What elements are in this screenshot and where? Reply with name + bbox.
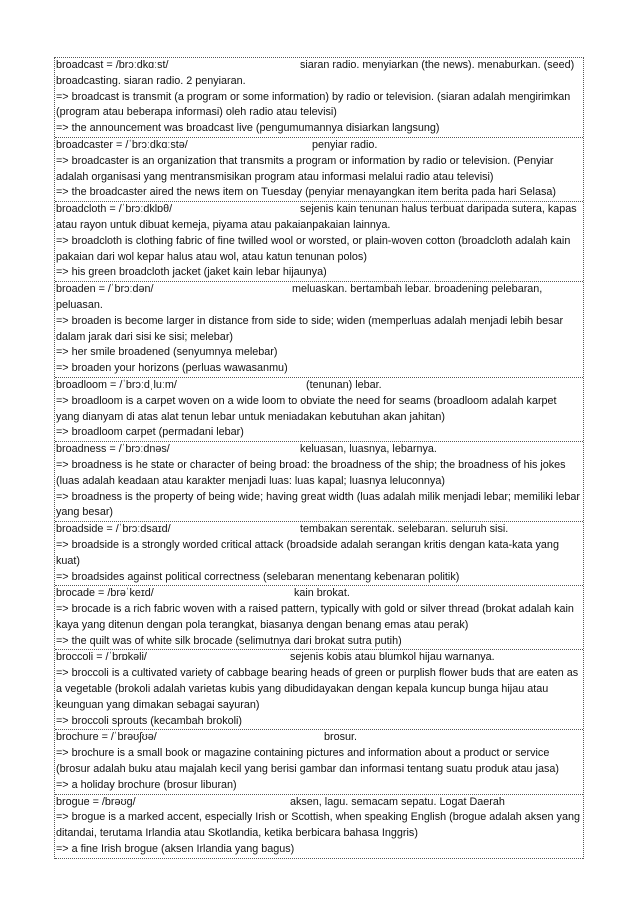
entry-headword: brocade = /brəˈkeɪd/ [56,587,154,600]
entry-headword: broaden = /ˈbrɔːdən/ [56,283,154,296]
entry-line: => broccoli sprouts (kecambah brokoli) [56,714,243,727]
entry-line: => broaden is become larger in distance from side to side; widen (memperluas adalah menjadi lebih besar dalam jarak dari sisi ke sisi; melebar) [56,314,564,343]
entry-line: => brogue is a marked accent, especially Irish or Scottish, when speaking English (brogue adalah aksen yang ditandai, terutama Irlandia atau Skotlandia, ketika berbicara bahasa Inggris) [56,811,580,840]
entry-line: => the quilt was of white silk brocade (selimutnya dari brokat sutra putih) [56,634,402,647]
entry-line: peluasan. [56,298,103,311]
dictionary-entry [55,202,583,282]
entry-header [56,442,582,458]
entry-headword: broadness = /ˈbrɔːdnəs/ [56,443,170,456]
entry-line: => broadcloth is clothing fabric of fine twilled wool or worsted, or plain-woven cotton (broadcloth adalah kain pakaian dari wol kepar halus atau wol, atau katun tenunan polos) [56,234,571,263]
entry-headword: brochure = /ˈbrəʊʃʊə/ [56,731,157,744]
entry-line: => broadside is a strongly worded critical attack (broadside adalah serangan kritis dengan kata-kata yang kuat) [56,538,559,567]
entry-headword: broccoli = /ˈbrɒkəli/ [56,651,147,664]
entry-line: => broaden your horizons (perluas wawasanmu) [56,362,288,375]
entry-meaning: tembakan serentak. selebaran. seluruh sisi. [300,523,509,536]
entry-line: => broadcast is transmit (a program or some information) by radio or television. (siaran adalah mengirimkan (program atau beberapa informasi) oleh radio atau televisi) [56,90,571,119]
entry-line: atau rayon untuk dibuat kemeja, piyama atau pakaianpakaian lainnya. [56,218,391,231]
entry-header [56,58,582,74]
entry-meaning: penyiar radio. [312,138,378,151]
entry-headword: broadloom = /ˈbrɔːdˌluːm/ [56,378,177,391]
entry-meaning: siaran radio. menyiarkan (the news). menaburkan. (seed) [300,59,575,71]
entry-meaning: sejenis kain tenunan halus terbuat daripada sutera, kapas [300,203,577,216]
entry-line: => broccoli is a cultivated variety of cabbage bearing heads of green or purplish flower buds that are eaten as a vegetable (brokoli adalah varietas kubis yang dibudidayakan dengan kepala kuncup bunga hijau atau keunguan yang dimakan sebagai sayuran) [56,667,579,711]
entry-header [56,795,582,811]
entry-meaning: sejenis kobis atau blumkol hijau warnanya. [290,651,495,664]
dictionary-entry [55,522,583,586]
entry-meaning: kain brokat. [294,587,350,600]
dictionary-entry [55,58,583,138]
entry-line: => a fine Irish brogue (aksen Irlandia yang bagus) [56,843,295,856]
entry-header [56,378,582,394]
entry-line: => broadsides against political correctness (selebaran menentang kebenaran politik) [56,570,460,583]
entry-line: => the announcement was broadcast live (pengumumannya disiarkan langsung) [56,122,440,135]
dictionary-entry [55,282,583,378]
entry-header [56,650,582,666]
entry-line: => broadness is the property of being wide; having great width (luas adalah milik menjadi lebar; memiliki lebar yang besar) [56,490,580,519]
entry-header [56,730,582,746]
entry-meaning: (tenunan) lebar. [306,378,382,391]
entry-line: => brochure is a small book or magazine containing pictures and information about a product or service (brosur adalah buku atau majalah kecil yang berisi gambar dan informasi tentang suatu produk atau jasa) [56,747,559,776]
dictionary-entry [55,730,583,794]
entry-line: => her smile broadened (senyumnya melebar) [56,346,278,359]
entry-line: broadcasting. siaran radio. 2 penyiaran. [56,74,246,87]
dictionary-entry [55,378,583,442]
entry-header [56,282,582,298]
entry-meaning: meluaskan. bertambah lebar. broadening pelebaran, [292,283,543,296]
entry-line: => broadcaster is an organization that transmits a program or information by radio or television. (Penyiar adalah organisasi yang mentransmisikan program atau informasi melalui radio atau televisi) [56,154,554,183]
entry-headword: broadside = /ˈbrɔːdsaɪd/ [56,523,171,536]
entry-line: => broadloom is a carpet woven on a wide loom to obviate the need for seams (broadloom adalah karpet yang dianyam di atas alat tenun lebar untuk meniadakan kebutuhan akan jahitan) [56,394,557,423]
entry-headword: brogue = /brəʊg/ [56,795,136,808]
entry-meaning: aksen, lagu. semacam sepatu. Logat Daerah [290,795,505,808]
entry-meaning: brosur. [324,731,358,744]
entry-meaning: keluasan, luasnya, lebarnya. [300,443,437,456]
entry-headword: broadcaster = /ˈbrɔːdkɑːstə/ [56,138,188,151]
dictionary-entry [55,795,583,859]
entry-header [56,202,582,218]
dictionary-entry [55,586,583,650]
dictionary-page [54,57,584,859]
entry-line: => broadness is he state or character of being broad: the broadness of the ship; the broadness of his jokes (luas adalah keadaan atau karakter menjadi luas: luas kapal; luasnya leluconnya) [56,458,566,487]
entry-line: => a holiday brochure (brosur liburan) [56,778,237,791]
dictionary-entry [55,138,583,202]
entry-line: => his green broadcloth jacket (jaket kain lebar hijaunya) [56,266,327,279]
entry-line: => broadloom carpet (permadani lebar) [56,426,244,439]
entry-headword: broadcast = /brɔːdkɑːst/ [56,59,169,71]
dictionary-entry [55,650,583,730]
entry-headword: broadcloth = /ˈbrɔːdklɒθ/ [56,203,173,216]
dictionary-entry [55,442,583,522]
entry-header [56,586,582,602]
entry-line: => the broadcaster aired the news item on Tuesday (penyiar menayangkan item berita pada hari Selasa) [56,186,556,199]
entry-header [56,138,582,154]
entry-header [56,522,582,538]
entry-line: => brocade is a rich fabric woven with a raised pattern, typically with gold or silver thread (brokat adalah kain kaya yang ditenun dengan pola terangkat, biasanya dengan benang emas atau perak) [56,603,574,631]
